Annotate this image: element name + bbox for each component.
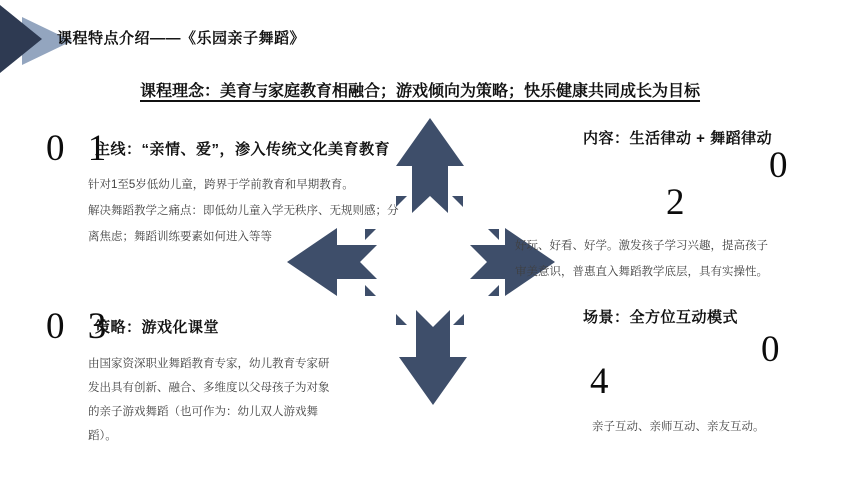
body-line: 好玩、好看、好学。激发孩子学习兴趣，提高孩子 [515,240,768,252]
body-line: 解决舞蹈教学之痛点：即低幼儿童入学无秩序、无规则感；分 [88,205,399,217]
section-02-number-digit-2: 2 [666,182,685,223]
corner-wedge-icon [452,196,463,207]
corner-wedge-icon [453,314,464,325]
body-line: 的亲子游戏舞蹈（也可作为：幼儿双人游戏舞 [88,406,318,418]
body-line: 发出具有创新、融合、多维度以父母孩子为对象 [88,382,330,394]
section-02-body [515,233,768,285]
body-line: 亲子互动、亲师互动、亲友互动。 [592,421,765,433]
body-line: 离焦虑；舞蹈训练要素如何进入等等 [88,231,272,243]
corner-wedge-icon [488,229,499,240]
section-01-body [88,172,399,250]
section-04-number-digit-4: 4 [590,361,609,402]
body-line: 审美意识，普惠直入舞蹈教学底层，具有实操性。 [515,266,768,278]
section-03-heading: 策略：游戏化课堂 [95,319,220,336]
section-04-body [592,414,765,440]
section-04-number-digit-0: 0 [761,329,780,370]
section-03-number: 0 3 [46,306,114,347]
corner-wedge-icon [396,314,407,325]
arrow-up-icon [396,118,464,213]
section-01-number: 0 1 [46,128,114,169]
section-01-heading: 主线：“亲情、爱”，渗入传统文化美育教育 [95,141,391,158]
course-concept-subtitle: 课程理念：美育与家庭教育相融合；游戏倾向为策略；快乐健康共同成长为目标 [140,83,701,100]
corner-wedge-icon [365,285,376,296]
section-02-heading: 内容：生活律动 + 舞蹈律动 [583,130,773,147]
section-03-body [88,352,330,448]
body-line: 蹈）。 [88,430,117,442]
section-02-number-digit-0: 0 [769,145,788,186]
corner-wedge-icon [488,285,499,296]
page-title: 课程特点介绍——《乐园亲子舞蹈》 [57,30,306,47]
section-04-heading: 场景：全方位互动模式 [583,309,739,326]
body-line: 由国家资深职业舞蹈教育专家，幼儿教育专家研 [88,358,330,370]
body-line: 针对1至5岁低幼儿童，跨界于学前教育和早期教育。 [88,179,354,191]
